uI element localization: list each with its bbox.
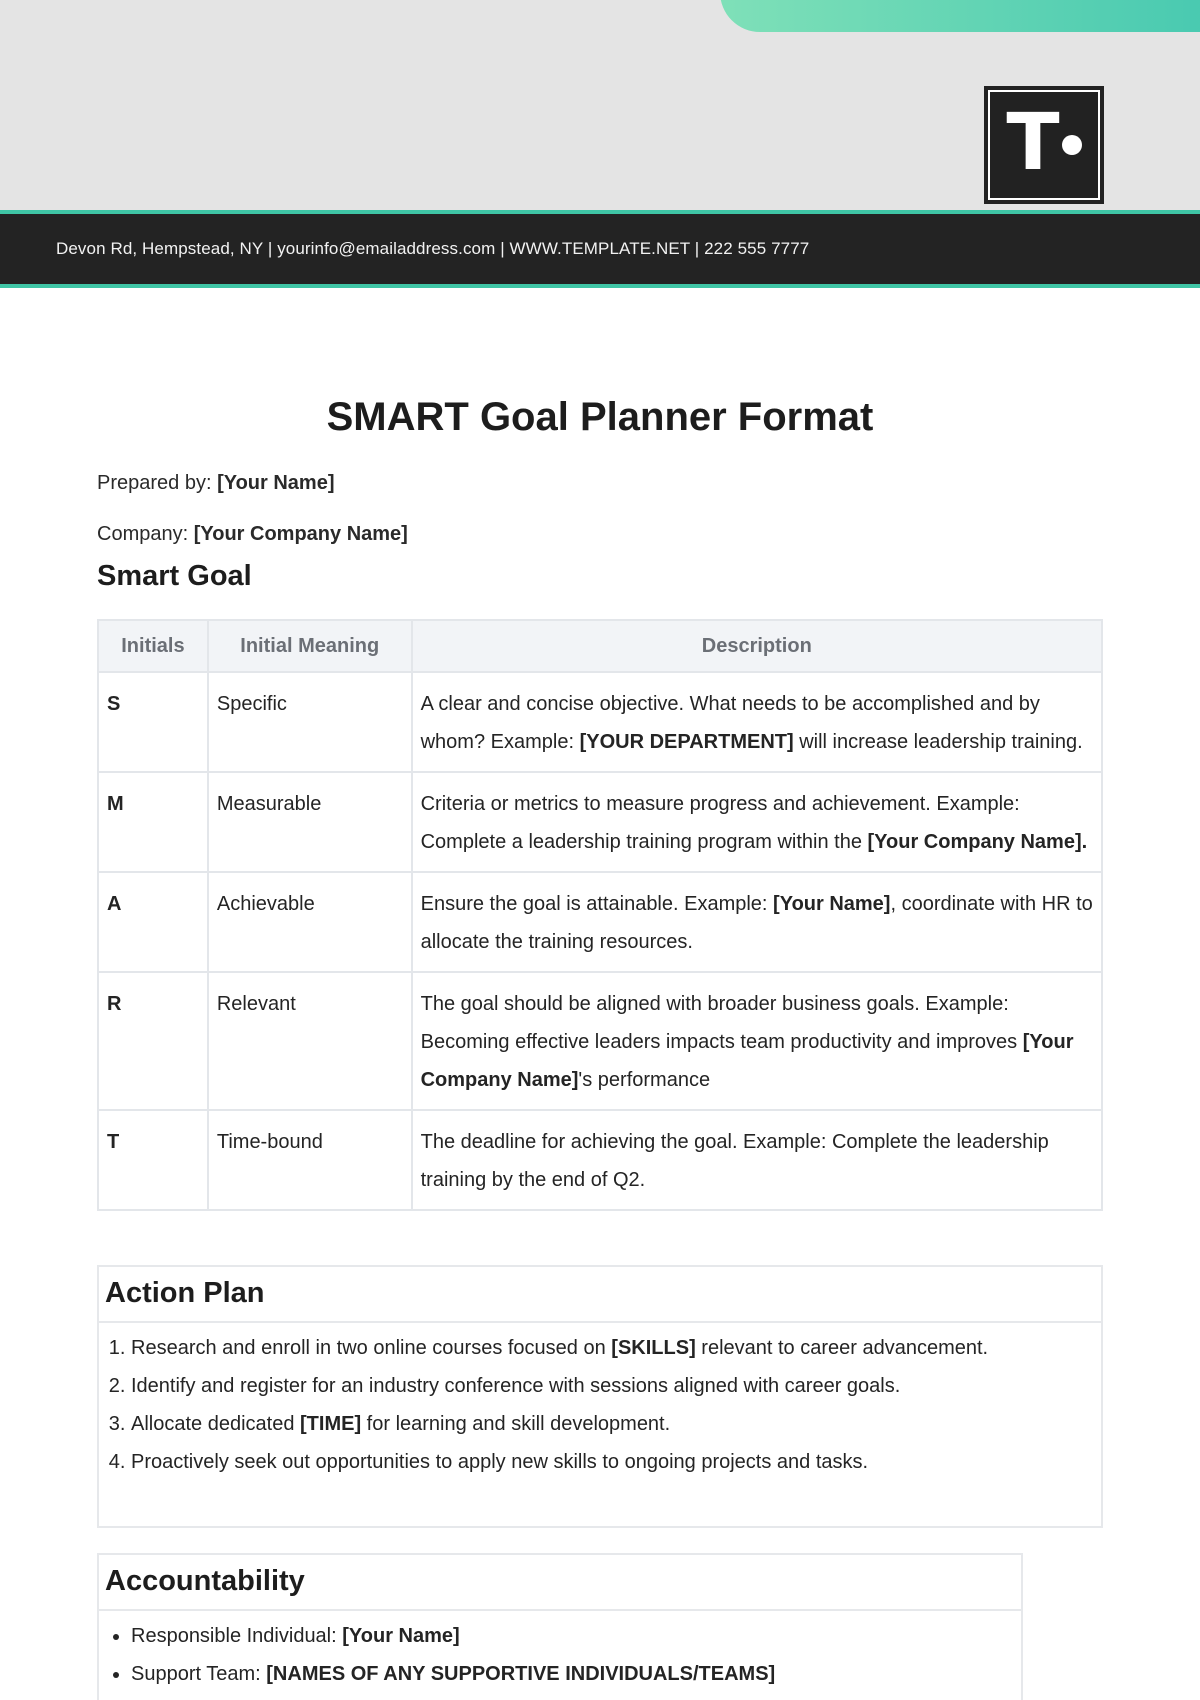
- meaning-cell: Measurable: [208, 772, 412, 872]
- list-item-placeholder: [Your Name]: [342, 1625, 460, 1647]
- company-value: [Your Company Name]: [193, 523, 408, 545]
- list-item: [131, 1367, 1095, 1405]
- header-accent-shape: [720, 0, 1200, 32]
- column-header-meaning: Initial Meaning: [208, 620, 412, 672]
- action-plan-list: [105, 1329, 1095, 1481]
- meaning-cell: Relevant: [208, 972, 412, 1110]
- initial-cell: R: [98, 972, 208, 1110]
- action-plan-section: [97, 1265, 1103, 1528]
- list-item-text: Responsible Individual:: [131, 1625, 343, 1647]
- description-text: The goal should be aligned with broader business goals. Example: Becoming effective leaders impacts team productivity and improves: [420, 993, 1023, 1053]
- list-item-text: Support Team:: [131, 1663, 267, 1685]
- meaning-cell: Specific: [208, 672, 412, 772]
- initial-cell: S: [98, 672, 208, 772]
- description-placeholder: [Your Company Name].: [867, 831, 1088, 853]
- description-text: A clear and concise objective. What needs to be accomplished and by whom? Example:: [420, 693, 1040, 753]
- smart-goal-heading: Smart Goal: [97, 560, 252, 592]
- description-cell: [412, 972, 1102, 1110]
- description-text: Criteria or metrics to measure progress and achievement. Example: Complete a leadership training program within the: [420, 793, 1020, 853]
- list-item: [131, 1655, 1015, 1693]
- prepared-by: [97, 472, 335, 495]
- description-text: , coordinate with HR to allocate the training resources.: [420, 893, 1093, 953]
- contact-info: Devon Rd, Hempstead, NY | yourinfo@emailaddress.com | WWW.TEMPLATE.NET | 222 555 7777: [56, 239, 810, 258]
- table-row: [98, 672, 1102, 772]
- company-logo: [984, 86, 1104, 204]
- description-text: will increase leadership training.: [793, 731, 1083, 753]
- description-cell: [412, 772, 1102, 872]
- prepared-by-value: [Your Name]: [217, 472, 335, 494]
- logo-letter: T: [1006, 98, 1060, 188]
- initial-cell: A: [98, 872, 208, 972]
- table-header-row: [98, 620, 1102, 672]
- description-cell: [412, 672, 1102, 772]
- description-placeholder: [Your Company Name]: [420, 1031, 1074, 1091]
- accountability-section: [97, 1553, 1023, 1700]
- list-item: [131, 1329, 1095, 1367]
- description-text: Ensure the goal is attainable. Example:: [420, 893, 774, 915]
- list-item: [131, 1617, 1015, 1655]
- page-title: SMART Goal Planner Format: [326, 395, 874, 439]
- description-text: 's performance: [578, 1069, 711, 1091]
- logo-dot-icon: [1062, 135, 1082, 155]
- description-cell: [412, 872, 1102, 972]
- table-row: [98, 1110, 1102, 1210]
- list-item-text: Allocate dedicated: [131, 1413, 301, 1435]
- list-item: [131, 1405, 1095, 1443]
- meaning-cell: Achievable: [208, 872, 412, 972]
- list-item-text: relevant to career advancement.: [695, 1337, 989, 1359]
- initial-cell: T: [98, 1110, 208, 1210]
- smart-goal-table: [97, 619, 1103, 1211]
- list-item-text: Proactively seek out opportunities to apply new skills to ongoing projects and tasks.: [131, 1451, 869, 1473]
- table-row: [98, 972, 1102, 1110]
- list-item: [131, 1443, 1095, 1481]
- list-item-placeholder: [NAMES OF ANY SUPPORTIVE INDIVIDUALS/TEAMS]: [266, 1663, 776, 1685]
- accountability-list: [105, 1617, 1015, 1693]
- action-plan-heading: Action Plan: [99, 1267, 1101, 1323]
- list-item-text: Identify and register for an industry conference with sessions aligned with career goals.: [131, 1375, 901, 1397]
- column-header-description: Description: [412, 620, 1102, 672]
- table-row: [98, 872, 1102, 972]
- column-header-initials: Initials: [98, 620, 208, 672]
- company: [97, 523, 408, 546]
- initial-cell: M: [98, 772, 208, 872]
- prepared-by-label: Prepared by:: [97, 472, 212, 494]
- list-item-placeholder: [SKILLS]: [611, 1337, 696, 1359]
- accountability-heading: Accountability: [99, 1555, 1021, 1611]
- list-item-placeholder: [TIME]: [300, 1413, 362, 1435]
- list-item-text: for learning and skill development.: [361, 1413, 671, 1435]
- contact-bar: [0, 210, 1200, 288]
- description-cell: [412, 1110, 1102, 1210]
- list-item-text: Research and enroll in two online courses focused on: [131, 1337, 612, 1359]
- meaning-cell: Time-bound: [208, 1110, 412, 1210]
- description-placeholder: [Your Name]: [773, 893, 891, 915]
- description-text: The deadline for achieving the goal. Example: Complete the leadership training by the end of Q2.: [420, 1131, 1049, 1191]
- table-row: [98, 772, 1102, 872]
- description-placeholder: [YOUR DEPARTMENT]: [579, 731, 794, 753]
- company-label: Company:: [97, 523, 189, 545]
